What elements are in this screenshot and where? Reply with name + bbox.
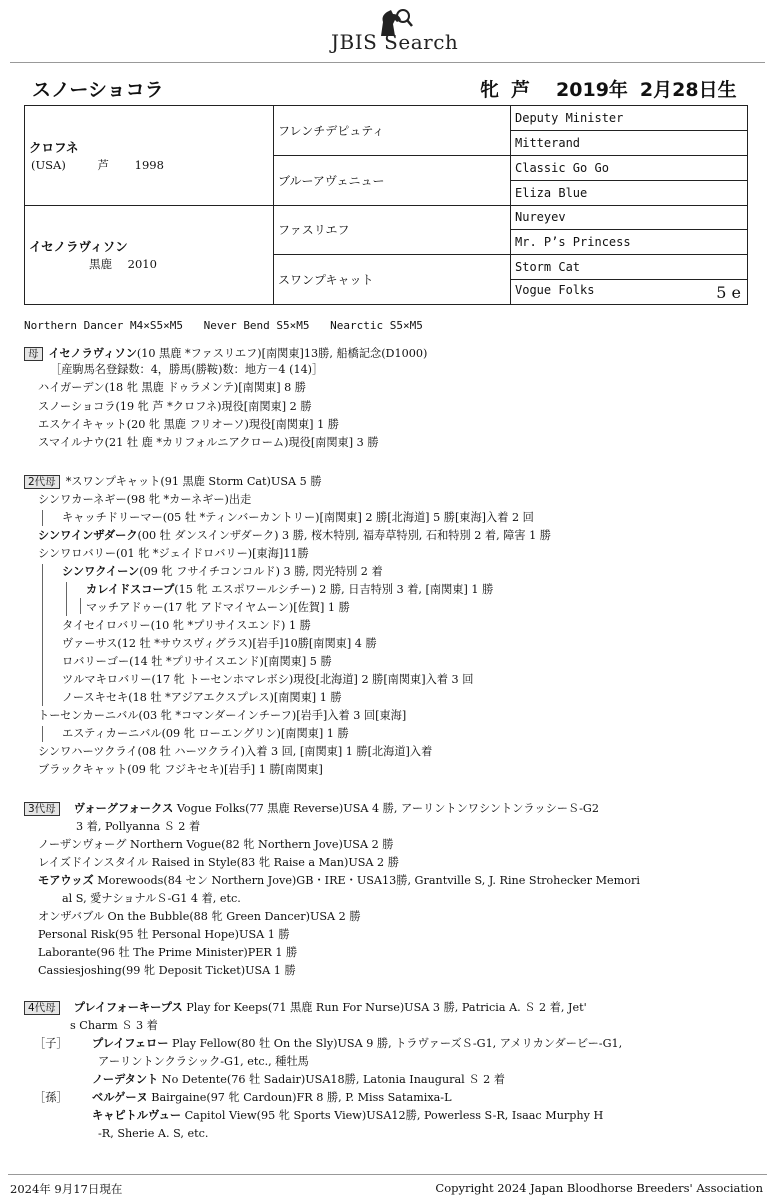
family-line: Cassiesjoshing(99 牝 Deposit Ticket)USA 1 勝 (38, 964, 296, 977)
gen3-item[interactable]: Mr. P’s Princess (511, 230, 748, 255)
tree-connector (42, 726, 43, 742)
tree-connector (42, 510, 43, 526)
dam-info (29, 256, 269, 272)
gen3-item[interactable]: Nureyev (511, 205, 748, 230)
tree-connector (80, 598, 81, 614)
family-line (24, 474, 322, 489)
family-line (62, 564, 383, 579)
family-line: s Charm Ｓ 3 着 (70, 1019, 158, 1032)
family-line: トーセンカーニバル(03 牝 *コマンダーインチーフ)[岩手]入着 3 回[東海] (38, 709, 407, 722)
family-line (92, 1090, 452, 1105)
gen3-item[interactable]: Storm Cat (511, 255, 748, 280)
dam-year: 2010 (127, 257, 157, 272)
family-line (24, 346, 427, 361)
section-label-3rd-dam: 3代母 (24, 802, 60, 816)
section-label-4th-dam: 4代母 (24, 1001, 60, 1015)
family-line: オンザバブル On the Bubble(88 牝 Green Dancer)USA 2 勝 (38, 910, 361, 923)
family-line (92, 1072, 505, 1087)
gen3-item[interactable]: Classic Go Go (511, 155, 748, 180)
horse-name-bold[interactable]: カレイドスコープ (86, 583, 175, 596)
sire-sire[interactable]: フレンチデピュティ (274, 106, 511, 156)
family-line: 3 着, Pollyanna Ｓ 2 着 (76, 820, 201, 833)
horse-record: Bairgaine(97 牝 Cardoun)FR 8 勝, P. Miss Satamixa-L (147, 1091, 452, 1104)
horse-name-bold[interactable]: ベルゲーヌ (92, 1091, 148, 1104)
family-line: スマイルナウ(21 牡 鹿 *カリフォルニアクローム)現役[南関東] 3 勝 (38, 436, 379, 449)
family-number: 5 e (716, 282, 741, 302)
family-line: タイセイロバリー(10 牝 *プリサイスエンド) 1 勝 (62, 619, 311, 632)
inbreeding-item: Northern Dancer M4×S5×M5 (24, 319, 183, 332)
family-line: シンワロバリー(01 牝 *ジェイドロバリー)[東海]11勝 (38, 547, 309, 560)
gen3-item[interactable]: Deputy Minister (511, 106, 748, 131)
horse-color: 芦 (511, 79, 531, 101)
sire-color: 芦 (97, 157, 110, 172)
copyright: Copyright 2024 Japan Bloodhorse Breeders' Association (435, 1181, 763, 1195)
sire-name[interactable]: クロフネ (29, 139, 79, 155)
sire-origin: (USA) (31, 157, 66, 172)
horse-name-bold[interactable]: キャピトルヴュー (92, 1109, 182, 1122)
horse-name-bold[interactable]: モアウッズ (38, 874, 94, 887)
dam-sire[interactable]: ファスリエフ (274, 205, 511, 255)
family-line (86, 582, 493, 597)
family-line (38, 528, 551, 543)
horse-name-bold[interactable]: プレイフェロー (92, 1037, 169, 1050)
horse-record: Vogue Folks(77 黒鹿 Reverse)USA 4 勝, アーリントンワシントンラッシーＳ-G2 (173, 802, 599, 815)
as-of-date: 2024年 9月17日現在 (10, 1182, 123, 1196)
sire-info (29, 157, 269, 173)
family-line: ブラックキャット(09 牝 フジキセキ)[岩手] 1 勝[南関東] (38, 763, 323, 776)
horse-name-bold[interactable]: ヴォーグフォークス (73, 802, 174, 815)
family-line: アーリントンクラシック-G1, etc., 種牡馬 (98, 1055, 309, 1068)
sire-dam[interactable]: ブルーアヴェニュー (274, 155, 511, 205)
tree-connector (42, 564, 43, 706)
inbreeding-item: Never Bend S5×M5 (203, 319, 310, 332)
family-line: al S, 愛ナショナルＳ-G1 4 着, etc. (62, 892, 241, 905)
family-line: ツルマキロバリー(17 牝 トーセンホマレボシ)現役[北海道] 2 勝[南関東]入着 3 回 (62, 673, 474, 686)
family-line (24, 801, 599, 816)
horse-name-bold[interactable]: ノーデタント (92, 1073, 159, 1086)
footer-divider (8, 1174, 767, 1175)
family-line: シンワハーツクライ(08 牡 ハーツクライ)入着 3 回, [南関東] 1 勝[北海道]入着 (38, 745, 433, 758)
horse-name-bold[interactable]: シンワクイーン (62, 565, 140, 578)
horse-record: (10 黒鹿 *ファスリエフ)[南関東]13勝, 船橋記念(D1000) (136, 347, 428, 360)
horse-sex: 牝 (480, 79, 500, 101)
horse-name-bold[interactable]: プレイフォーキープス (73, 1001, 183, 1014)
family-line (24, 1000, 587, 1015)
jbis-search-logo[interactable] (327, 8, 462, 54)
pedigree-table (24, 105, 748, 305)
horse-name-bold[interactable]: イセノラヴィソン (48, 347, 137, 360)
header-divider (10, 62, 765, 63)
tree-connector (66, 582, 67, 616)
horse-record: (15 牝 エスポワールシチー) 2 勝, 日吉特別 3 着, [南関東] 1 勝 (174, 583, 494, 596)
birth-date: 2月28日生 (639, 79, 737, 101)
family-line: キャッチドリーマー(05 牡 *ティンバーカントリー)[南関東] 2 勝[北海道] 5 勝[東海]入着 2 回 (62, 511, 534, 524)
section-sub-label: ［孫］ (34, 1091, 68, 1104)
dam-dam[interactable]: スワンプキャット (274, 255, 511, 305)
dam-name[interactable]: イセノラヴィソン (29, 239, 128, 255)
horse-record: Play Fellow(80 牡 On the Sly)USA 9 勝, トラヴァーズＳ-G1, アメリカンダービー-G1, (168, 1037, 623, 1050)
family-line: シンワカーネギー(98 牝 *カーネギー)出走 (38, 493, 252, 506)
family-line: ヴァーサス(12 牡 *サウスヴィグラス)[岩手]10勝[南関東] 4 勝 (62, 637, 377, 650)
horse-profile (480, 75, 749, 102)
section-label-dam: 母 (24, 347, 43, 361)
horse-record: Play for Keeps(71 黒鹿 Run For Nurse)USA 3 勝, Patricia A. Ｓ 2 着, Jet' (182, 1001, 587, 1014)
horse-record: (00 牡 ダンスインザダーク) 3 勝, 桜木特別, 福寿草特別, 石和特別 2 着, 障害 1 勝 (137, 529, 551, 542)
horse-name-bold[interactable]: シンワインザダーク (38, 529, 138, 542)
gen3-item[interactable]: Eliza Blue (511, 180, 748, 205)
family-line: ノーザンヴォーグ Northern Vogue(82 牝 Northern Jove)USA 2 勝 (38, 838, 394, 851)
family-line: エスティカーニバル(09 牝 ローエングリン)[南関東] 1 勝 (62, 727, 349, 740)
family-line: マッチアドゥー(17 牝 アドマイヤムーン)[佐賀] 1 勝 (86, 601, 350, 614)
horse-record: Morewoods(84 セン Northern Jove)GB・IRE・USA13勝, Grantville S, J. Rine Strohecker Memori (93, 874, 640, 887)
gen3-item (511, 280, 748, 305)
horse-record: Capitol View(95 牝 Sports View)USA12勝, Powerless S-R, Isaac Murphy H (181, 1109, 604, 1122)
family-line: エスケイキャット(20 牝 黒鹿 フリオーソ)現役[南関東] 1 勝 (38, 418, 339, 431)
family-line: ノースキセキ(18 牡 *アジアエクスプレス)[南関東] 1 勝 (62, 691, 342, 704)
sire-cell (25, 106, 274, 206)
horse-record: *スワンプキャット(91 黒鹿 Storm Cat)USA 5 勝 (65, 475, 322, 488)
family-line: レイズドインスタイル Raised in Style(83 牝 Raise a Man)USA 2 勝 (38, 856, 399, 869)
sire-year: 1998 (134, 157, 164, 172)
logo-text: JBIS Search (331, 30, 459, 54)
family-line (92, 1036, 622, 1051)
family-line: ハイガーデン(18 牝 黒鹿 ドゥラメンテ)[南関東] 8 勝 (38, 381, 306, 394)
family-line: ロバリーゴー(14 牡 *プリサイスエンド)[南関東] 5 勝 (62, 655, 332, 668)
family-line (38, 873, 640, 888)
horse-record: No Detente(76 牡 Sadair)USA18勝, Latonia Inaugural Ｓ 2 着 (158, 1073, 505, 1086)
dam-color: 黒鹿 (89, 257, 112, 272)
family-line: -R, Sherie A. S, etc. (98, 1127, 209, 1140)
dam-cell (25, 205, 274, 305)
birth-year: 2019年 (556, 79, 628, 101)
gen3-item[interactable]: Vogue Folks (515, 282, 595, 297)
family-line: スノーショコラ(19 牝 芦 *クロフネ)現役[南関東] 2 勝 (38, 400, 312, 413)
inbreeding-line (24, 319, 437, 332)
family-line (92, 1108, 603, 1123)
inbreeding-item: Nearctic S5×M5 (330, 319, 423, 332)
section-sub-label: ［子］ (34, 1037, 68, 1050)
gen3-item[interactable]: Mitterand (511, 130, 748, 155)
section-label-2nd-dam: 2代母 (24, 475, 60, 489)
family-line: ［産駒馬名登録数：4，勝馬(勝鞍)数：地方－4 (14)］ (50, 363, 324, 376)
family-line: Laborante(96 牡 The Prime Minister)PER 1 勝 (38, 946, 298, 959)
horse-record: (09 牝 フサイチコンコルド) 3 勝, 閃光特別 2 着 (139, 565, 383, 578)
family-line: Personal Risk(95 牡 Personal Hope)USA 1 勝 (38, 928, 290, 941)
horse-name: スノーショコラ (32, 79, 164, 101)
